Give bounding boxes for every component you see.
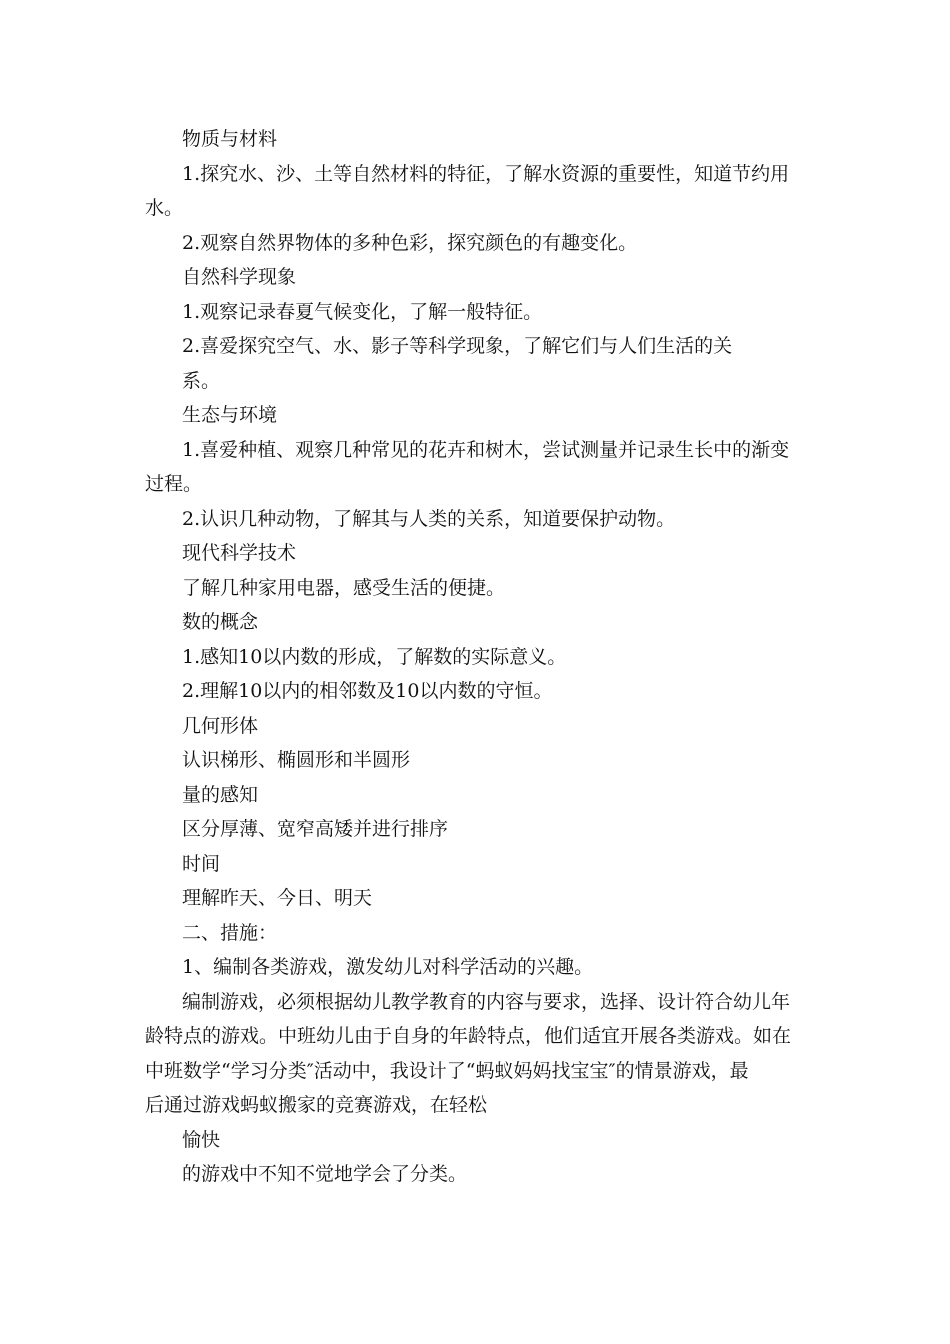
document-body xyxy=(145,122,805,1192)
paragraph-line: 过程。 xyxy=(145,473,203,495)
heading-geometry: 几何形体 xyxy=(182,714,259,737)
heading-ecology: 生态与环境 xyxy=(182,404,278,426)
paragraph-line: 中班数学“学习分类″活动中，我设计了“蚂蚁妈妈找宝宝″的情景游戏，最 xyxy=(145,1059,749,1082)
paragraph-line: 区分厚薄、宽窄高矮并进行排序 xyxy=(182,818,449,840)
heading-measures: 二、措施： xyxy=(182,921,278,944)
paragraph-line: 理解昨天、今日、明天 xyxy=(182,887,373,909)
paragraph-line: 的游戏中不知不觉地学会了分类。 xyxy=(182,1163,468,1185)
paragraph-line: 2.认识几种动物，了解其与人类的关系，知道要保护动物。 xyxy=(182,507,676,530)
paragraph-line: 认识梯形、椭圆形和半圆形 xyxy=(182,749,411,771)
heading-natural-science: 自然科学现象 xyxy=(182,266,297,288)
paragraph-line: 后通过游戏蚂蚁搬家的竞赛游戏，在轻松 xyxy=(145,1094,488,1116)
paragraph-line: 系。 xyxy=(182,369,221,392)
paragraph-line: 1、编制各类游戏，激发幼儿对科学活动的兴趣。 xyxy=(182,956,594,978)
paragraph-line: 龄特点的游戏。中班幼儿由于自身的年龄特点，他们适宜开展各类游戏。如在 xyxy=(145,1025,792,1047)
paragraph-line: 1.感知10以内数的形成，了解数的实际意义。 xyxy=(182,645,567,668)
paragraph-line: 2.观察自然界物体的多种色彩，探究颜色的有趣变化。 xyxy=(182,231,638,254)
paragraph-line: 1.探究水、沙、土等自然材料的特征，了解水资源的重要性，知道节约用 xyxy=(182,162,790,185)
paragraph-line: 2.理解10以内的相邻数及10以内数的守恒。 xyxy=(182,680,553,702)
paragraph-line: 了解几种家用电器，感受生活的便捷。 xyxy=(182,576,506,599)
heading-time: 时间 xyxy=(182,852,221,875)
paragraph-line: 1.观察记录春夏气候变化，了解一般特征。 xyxy=(182,300,543,323)
paragraph-line: 1.喜爱种植、观察几种常见的花卉和树木，尝试测量并记录生长中的渐变 xyxy=(182,438,790,461)
paragraph-line: 愉快 xyxy=(182,1128,221,1151)
paragraph-line: 2.喜爱探究空气、水、影子等科学现象，了解它们与人们生活的关 xyxy=(182,335,733,357)
heading-modern-tech: 现代科学技术 xyxy=(182,542,297,564)
heading-materials: 物质与材料 xyxy=(182,128,278,150)
heading-number-concept: 数的概念 xyxy=(182,611,259,633)
paragraph-line: 编制游戏，必须根据幼儿教学教育的内容与要求，选择、设计符合幼儿年 xyxy=(182,990,791,1013)
heading-measurement: 量的感知 xyxy=(182,783,259,806)
paragraph-line: 水。 xyxy=(145,197,184,219)
